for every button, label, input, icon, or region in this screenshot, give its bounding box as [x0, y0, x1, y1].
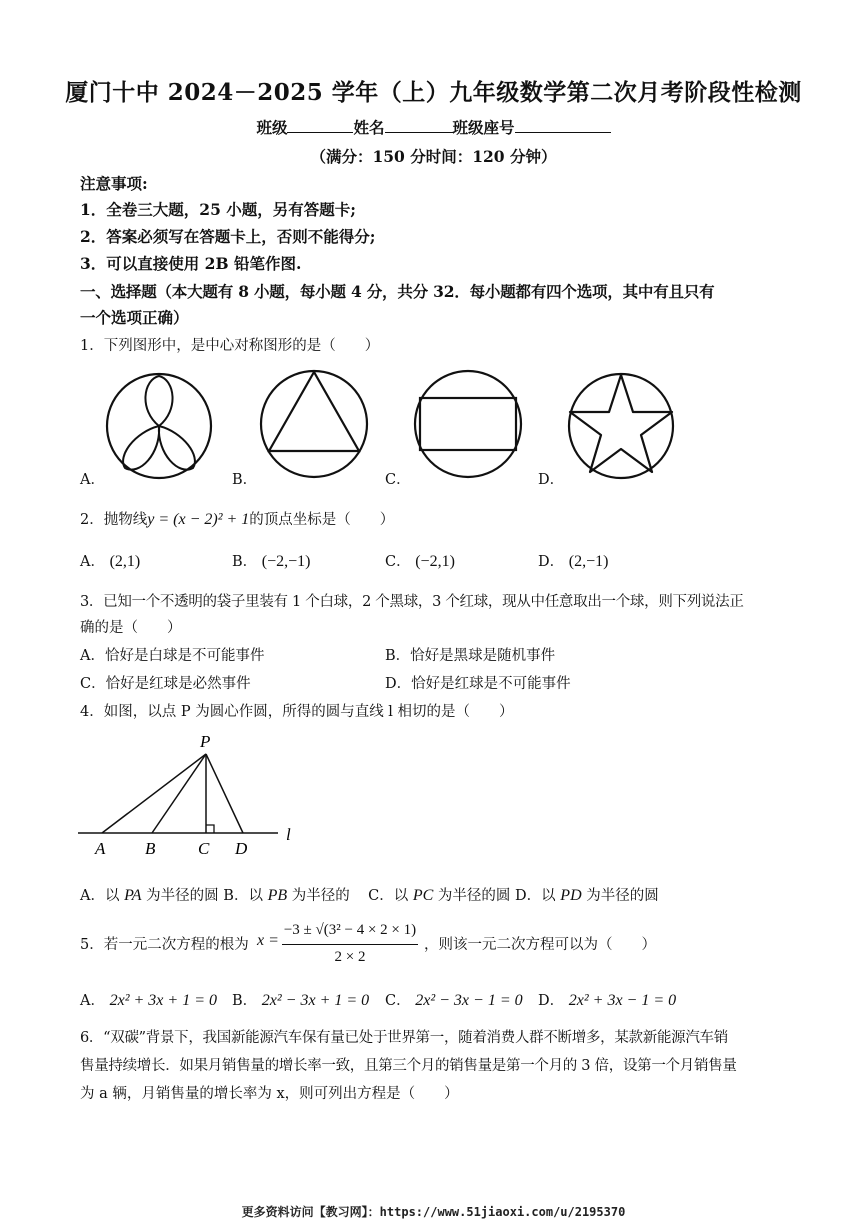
name-blank: [385, 118, 453, 133]
q5-lhs: x =: [257, 932, 279, 949]
option-text: 为半径的圆: [581, 888, 659, 904]
option-var: PA: [124, 887, 142, 904]
question-2-text: [80, 508, 394, 529]
q1-figure-a: [105, 372, 215, 482]
option-value: (−2,−1): [261, 553, 311, 570]
option-text: 为半径的: [287, 888, 350, 904]
class-blank: [287, 118, 353, 133]
q2-suffix: 的顶点坐标是（ ）: [249, 512, 395, 528]
q5-denominator: 2 × 2: [334, 949, 366, 965]
option-label: D．: [538, 554, 565, 570]
option-value: 2x² − 3x − 1 = 0: [415, 992, 523, 1009]
option-text: A．以: [80, 888, 125, 904]
q1-option-b: B．: [232, 472, 258, 488]
point-d-label: D: [235, 839, 248, 858]
q4-option-a: [80, 888, 219, 904]
q2-formula: y = (x − 2)² + 1: [147, 511, 250, 528]
q5-option-b: [232, 989, 369, 1010]
option-label: B．: [232, 554, 258, 570]
seat-label: 班级座号: [452, 118, 515, 137]
seat-blank: [515, 118, 611, 133]
q5-option-a: [80, 989, 217, 1010]
q4-options-line: [80, 884, 659, 905]
option-label: A．: [80, 993, 105, 1009]
option-text: D．以: [515, 888, 561, 904]
note-item: 3．可以直接使用 2B 铅笔作图.: [80, 254, 302, 273]
question-3-text: 3．已知一个不透明的袋子里装有 1 个白球，2 个黑球，3 个红球，现从中任意取出一个球，则下列说法正: [80, 594, 744, 610]
option-label: B．: [232, 993, 258, 1009]
q2-option-b: [232, 550, 310, 571]
note-item: 1．全卷三大题，25 小题，另有答题卡;: [80, 200, 356, 219]
q1-option-c: C．: [385, 472, 411, 488]
option-value: 2x² + 3x + 1 = 0: [109, 992, 217, 1009]
q1-figure-b: [258, 368, 370, 480]
q5-option-d: [538, 989, 676, 1010]
notes-heading: 注意事项:: [80, 174, 148, 193]
option-text: C．以: [368, 888, 413, 904]
option-label: A．: [80, 554, 105, 570]
option-var: PD: [560, 887, 582, 904]
q4-option-b: [223, 888, 349, 904]
point-b-label: B: [145, 839, 156, 858]
question-6-text-end: 为 a 辆，月销售量的增长率为 x，则可列出方程是（ ）: [80, 1086, 459, 1102]
option-text: B．以: [223, 888, 268, 904]
option-label: C．: [385, 554, 411, 570]
q5-option-c: [385, 989, 523, 1010]
line-l-label: l: [286, 825, 291, 844]
section-heading-cont: 一个选项正确）: [80, 308, 189, 327]
q1-figure-d: [567, 372, 675, 480]
question-4-text: 4．如图，以点 P 为圆心作圆，所得的圆与直线 l 相切的是（ ）: [80, 704, 514, 720]
question-6-text: 6．“双碳”背景下，我国新能源汽车保有量已处于世界第一，随着消费人群不断增多，某款新能源汽车销: [80, 1030, 728, 1046]
q3-option-a: A．恰好是白球是不可能事件: [80, 648, 265, 664]
question-3-text-cont: 确的是（ ）: [80, 620, 182, 636]
section-heading: 一、选择题（本大题有 8 小题，每小题 4 分，共分 32．每小题都有四个选项，其中有且只有: [80, 282, 715, 301]
footer-link[interactable]: 更多资料访问【教习网】：https://www.51jiaoxi.com/u/2195370: [241, 1205, 626, 1219]
question-6-text-cont: 售量持续增长．如果月销售量的增长率一致，且第三个月的销售量是第一个月的 3 倍，设第一个月销售量: [80, 1058, 737, 1074]
point-a-label: A: [95, 839, 106, 858]
question-1-text: 1．下列图形中，是中心对称图形的是（ ）: [80, 338, 380, 354]
q3-option-c: C．恰好是红球是必然事件: [80, 676, 251, 692]
option-var: PB: [267, 887, 288, 904]
student-info-line: [0, 116, 867, 138]
option-value: 2x² + 3x − 1 = 0: [568, 992, 677, 1009]
q2-option-a: [80, 550, 140, 571]
option-label: D．: [538, 993, 565, 1009]
q2-option-c: [385, 550, 455, 571]
q1-figure-c: [412, 368, 524, 480]
q2-prefix: 2．抛物线: [80, 512, 148, 528]
q4-option-d: [515, 888, 659, 904]
option-var: PC: [412, 887, 434, 904]
option-text: 为半径的圆: [433, 888, 511, 904]
option-text: 为半径的圆: [141, 888, 219, 904]
option-label: C．: [385, 993, 411, 1009]
option-value: (2,−1): [568, 553, 609, 570]
q3-option-b: B．恰好是黑球是随机事件: [385, 648, 556, 664]
exam-title: 厦门十中 2024－2025 学年（上）九年级数学第二次月考阶段性检测: [65, 79, 802, 106]
q2-option-d: [538, 550, 608, 571]
option-value: (−2,1): [415, 553, 455, 570]
score-time-info: （满分：150 分时间：120 分钟）: [310, 147, 557, 166]
option-value: (2,1): [109, 553, 141, 570]
q4-option-c: [368, 888, 510, 904]
q4-figure: [78, 730, 308, 860]
point-c-label: C: [198, 839, 210, 858]
q5-prefix: 5．若一元二次方程的根为: [80, 937, 249, 953]
q1-option-a: A．: [80, 472, 105, 488]
q1-option-d: D．: [538, 472, 565, 488]
option-value: 2x² − 3x + 1 = 0: [261, 992, 370, 1009]
note-item: 2．答案必须写在答题卡上，否则不能得分;: [80, 227, 376, 246]
point-p-label: P: [200, 732, 211, 751]
q5-fraction-bar: [282, 944, 418, 945]
q5-suffix: ，则该一元二次方程可以为（ ）: [424, 937, 656, 953]
q5-numerator: −3 ± √(3² − 4 × 2 × 1): [283, 922, 417, 938]
q3-option-d: D．恰好是红球是不可能事件: [385, 676, 571, 692]
class-label: 班级: [256, 118, 288, 137]
name-label: 姓名: [353, 118, 385, 137]
